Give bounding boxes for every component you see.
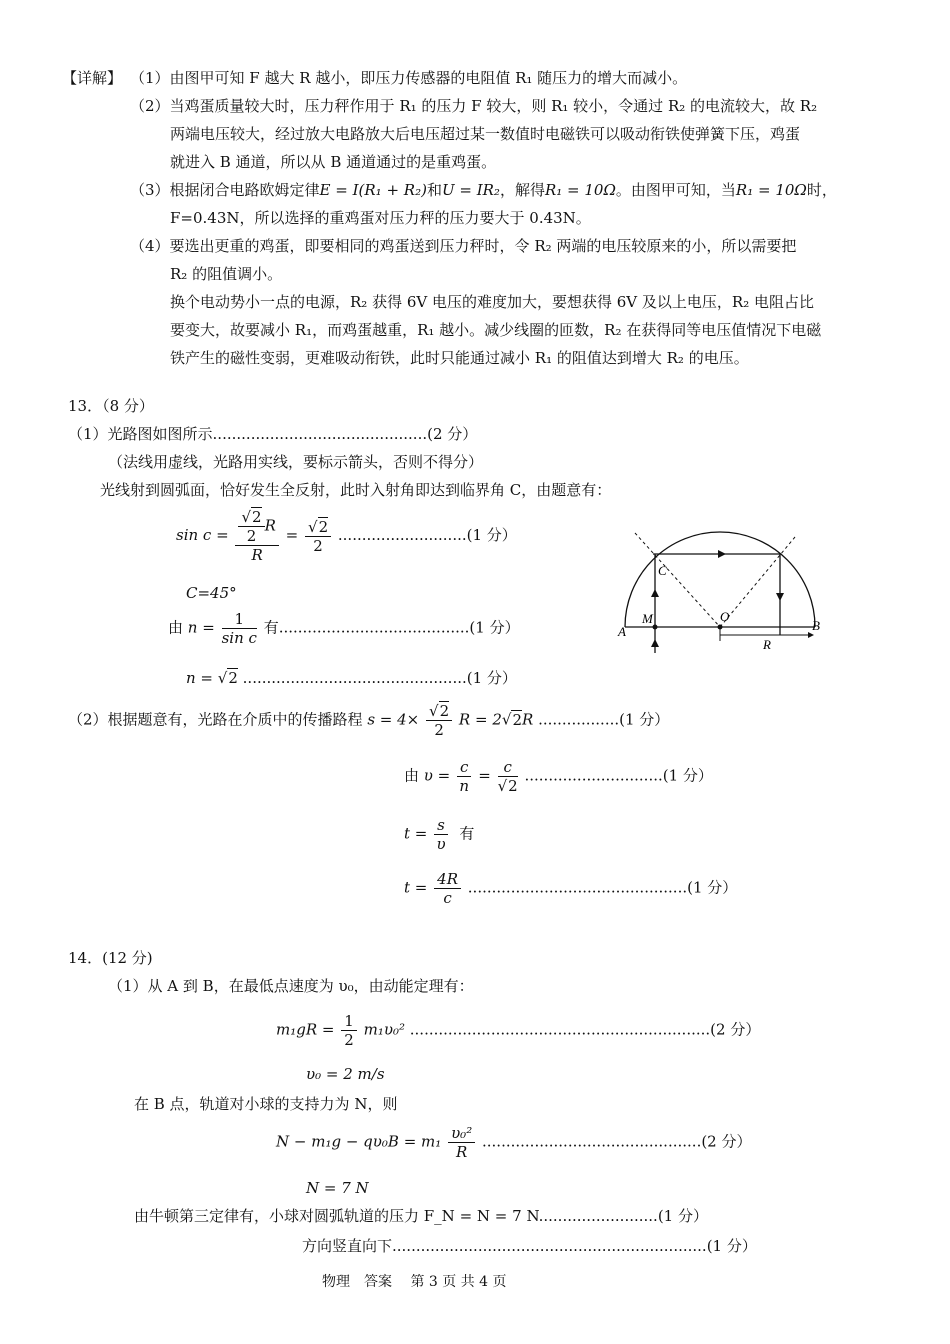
sqrt2-c: 2	[228, 669, 238, 687]
formula-sinc	[176, 508, 517, 564]
formula-n	[168, 610, 520, 647]
q14-header: 14．(12 分)	[68, 949, 153, 967]
detail-p3a-eq1: E = I(R₁ + R₂)	[319, 181, 427, 199]
v0sq: υ₀²	[448, 1124, 475, 1143]
q13-l2: （法线用虚线，光路用实线，要标示箭头，否则不得分）	[108, 453, 484, 471]
page-footer: 物理 答案 第 3 页 共 4 页	[322, 1274, 507, 1290]
q13-l1: （1）光路图如图所示.............................................(2 分）	[68, 425, 478, 443]
n-result-dots: ...............................................(1 分）	[242, 669, 517, 687]
detail-p2b: 两端电压较大，经过放大电路放大后电压超过某一数值时电磁铁可以吸动衔铁使弹簧下压，鸡蛋	[170, 125, 801, 143]
sinc-lhs: sin c =	[176, 526, 229, 544]
c-den: c	[443, 889, 452, 907]
n-den: n	[459, 777, 470, 795]
one: 1	[222, 610, 257, 629]
two-b: 2	[313, 536, 323, 555]
detail-p4e: 铁产生的磁性变弱，更难吸动衔铁，此时只能通过减小 R₁ 的阻值达到增大 R₂ 的电压。	[170, 349, 749, 367]
c-num: c	[457, 758, 471, 777]
v0sq-over-r	[448, 1124, 475, 1161]
formula-v	[404, 758, 713, 795]
label-o: O	[720, 609, 730, 624]
sinc-fraction: $\frac{√2}{2}$ R R	[235, 508, 278, 564]
q13-l3: 光线射到圆弧面，恰好发生全反射，此时入射角即达到临界角 C，由题意有：	[100, 481, 612, 499]
s-r2: R	[521, 710, 534, 729]
detail-p3a-text3: ，解得	[499, 181, 545, 199]
detail-tag: 【详解】	[62, 69, 123, 87]
detail-p3a-eq3: R₁ = 10Ω	[544, 181, 616, 199]
label-m: M	[642, 611, 653, 626]
force-lhs: N − m₁g − qυ₀B = m₁	[276, 1132, 442, 1151]
n-lhs: n =	[187, 618, 215, 637]
detail-p3a-eq2: U = IR₂	[441, 181, 500, 199]
formula-s: （2）根据题意有，光路在介质中的传播路程 s = 4× $\frac{√2}{2}$ R = 2√2R .................(1 分）	[68, 702, 670, 739]
sqrt2-d: 2	[439, 702, 450, 720]
half-num: 1	[341, 1012, 357, 1031]
t-you: 有	[459, 824, 475, 843]
q14-l3: 由牛顿第三定律有，小球对圆弧轨道的压力 F_N = N = 7 N.........................(1 分）	[134, 1207, 708, 1225]
v0-result: υ₀ = 2 m/s	[306, 1065, 385, 1083]
v-lhs: υ =	[423, 766, 451, 785]
you-n: 有	[263, 618, 279, 637]
sqrt2-a: 2	[252, 508, 262, 526]
formula-t	[404, 816, 474, 853]
r-den: R	[251, 546, 263, 564]
light-path-diagram	[610, 525, 840, 655]
detail-p3a-text4: 。由图甲可知，当	[615, 181, 736, 199]
q14-l1: （1）从 A 到 B，在最低点速度为 υ₀，由动能定理有：	[108, 977, 474, 995]
detail-p3a-eq4: R₁ = 10Ω	[735, 181, 807, 199]
detail-p2c: 就进入 B 通道，所以从 B 通道通过的是重鸡蛋。	[170, 153, 497, 171]
r-den2: R	[455, 1143, 468, 1161]
two-d: 2	[434, 721, 444, 739]
one-over-sinc	[222, 610, 257, 647]
label-a: A	[618, 624, 626, 639]
s-dots: .................(1 分）	[538, 710, 670, 729]
formula-energy	[276, 1012, 760, 1049]
half-den: 2	[344, 1031, 354, 1049]
c-over-sqrt2: $\frac{c}{√2}$	[497, 758, 518, 795]
q14-l2: 在 B 点，轨道对小球的支持力为 N，则	[134, 1095, 398, 1113]
formula-t-result	[404, 870, 737, 907]
detail-p3a-text2: 和	[426, 181, 442, 199]
energy-dots: ...............................................................(2 分）	[409, 1020, 761, 1039]
two-a: 2	[246, 527, 257, 545]
energy-rhs: m₁υ₀²	[363, 1020, 405, 1039]
force-dots: ..............................................(2 分）	[482, 1132, 752, 1151]
fourR: 4R	[434, 870, 461, 889]
sqrt2-b: 2	[318, 517, 329, 536]
detail-p3a	[130, 180, 837, 200]
eq-v: =	[478, 766, 491, 785]
label-c: C	[658, 563, 667, 578]
eq-a: =	[285, 526, 299, 544]
detail-p4b: R₂ 的阻值调小。	[170, 265, 283, 283]
detail-p2a: （2）当鸡蛋质量较大时，压力秤作用于 R₁ 的压力 F 较大，则 R₁ 较小，令通过 R₂ 的电流较大，故 R₂	[130, 97, 818, 115]
s-over-v	[434, 816, 448, 853]
by-n: 由	[168, 618, 184, 637]
v-dots: .............................(1 分）	[524, 766, 713, 785]
c-num2: c	[498, 758, 518, 777]
t-lhs: t =	[404, 824, 428, 843]
sinc-den: sin c	[221, 629, 257, 647]
detail-p3a-text5: 时，	[806, 181, 837, 199]
v-den: υ	[436, 835, 446, 853]
detail-p1: （1）由图甲可知 F 越大 R 越小，即压力传感器的电阻值 R₁ 随压力的增大而减小。	[130, 69, 688, 87]
c45: C=45°	[186, 584, 237, 602]
s-num: s	[434, 816, 448, 835]
n-result: N = 7 N	[306, 1179, 369, 1197]
fourR-over-c	[434, 870, 461, 907]
c-over-n	[457, 758, 471, 795]
label-b: B	[812, 618, 820, 633]
detail-p4d: 要变大，故要减小 R₁，而鸡蛋越重，R₁ 越小。减少线圈的匝数，R₂ 在获得同等电压值情况下电磁	[170, 321, 822, 339]
detail-p3a-text1: （3）根据闭合电路欧姆定律	[130, 181, 320, 199]
detail-p3b: F=0.43N，所以选择的重鸡蛋对压力秤的压力要大于 0.43N。	[170, 209, 591, 227]
formula-force	[276, 1124, 752, 1161]
v-by: 由	[404, 766, 420, 785]
n-eq2: n =	[186, 669, 213, 687]
formula-n-result: n = √2 ...............................................(1 分）	[186, 669, 517, 687]
sinc-dots: ...........................(1 分）	[337, 526, 517, 544]
detail-p4a: （4）要选出更重的鸡蛋，即要相同的鸡蛋送到压力秤时，令 R₂ 两端的电压较原来的小，所以需要把	[130, 237, 797, 255]
sqrt2-f: 2	[508, 777, 518, 795]
n-dots: ........................................(1 分）	[278, 618, 520, 637]
s-fraction: $\frac{√2}{2}$	[426, 702, 452, 739]
sqrt2-over-2: $\frac{√2}{2}$	[305, 518, 331, 555]
r-a: R	[264, 516, 276, 535]
t-dots: ..............................................(1 分）	[467, 878, 738, 897]
energy-lhs: m₁gR =	[276, 1020, 335, 1039]
q13-header: 13．（8 分）	[68, 397, 154, 415]
s-r: R = 2	[458, 710, 502, 729]
s-lhs: s = 4×	[367, 710, 420, 729]
sqrt2-e: 2	[512, 710, 522, 729]
t-lhs2: t =	[404, 878, 428, 897]
label-r: R	[763, 637, 771, 652]
s-intro: （2）根据题意有，光路在介质中的传播路程	[68, 710, 363, 729]
q14-l4: 方向竖直向下..................................................................(1 分）	[302, 1237, 757, 1255]
half	[341, 1012, 357, 1049]
detail-p4c: 换个电动势小一点的电源，R₂ 获得 6V 电压的难度加大，要想获得 6V 及以上电压，R₂ 电阻占比	[170, 293, 814, 311]
